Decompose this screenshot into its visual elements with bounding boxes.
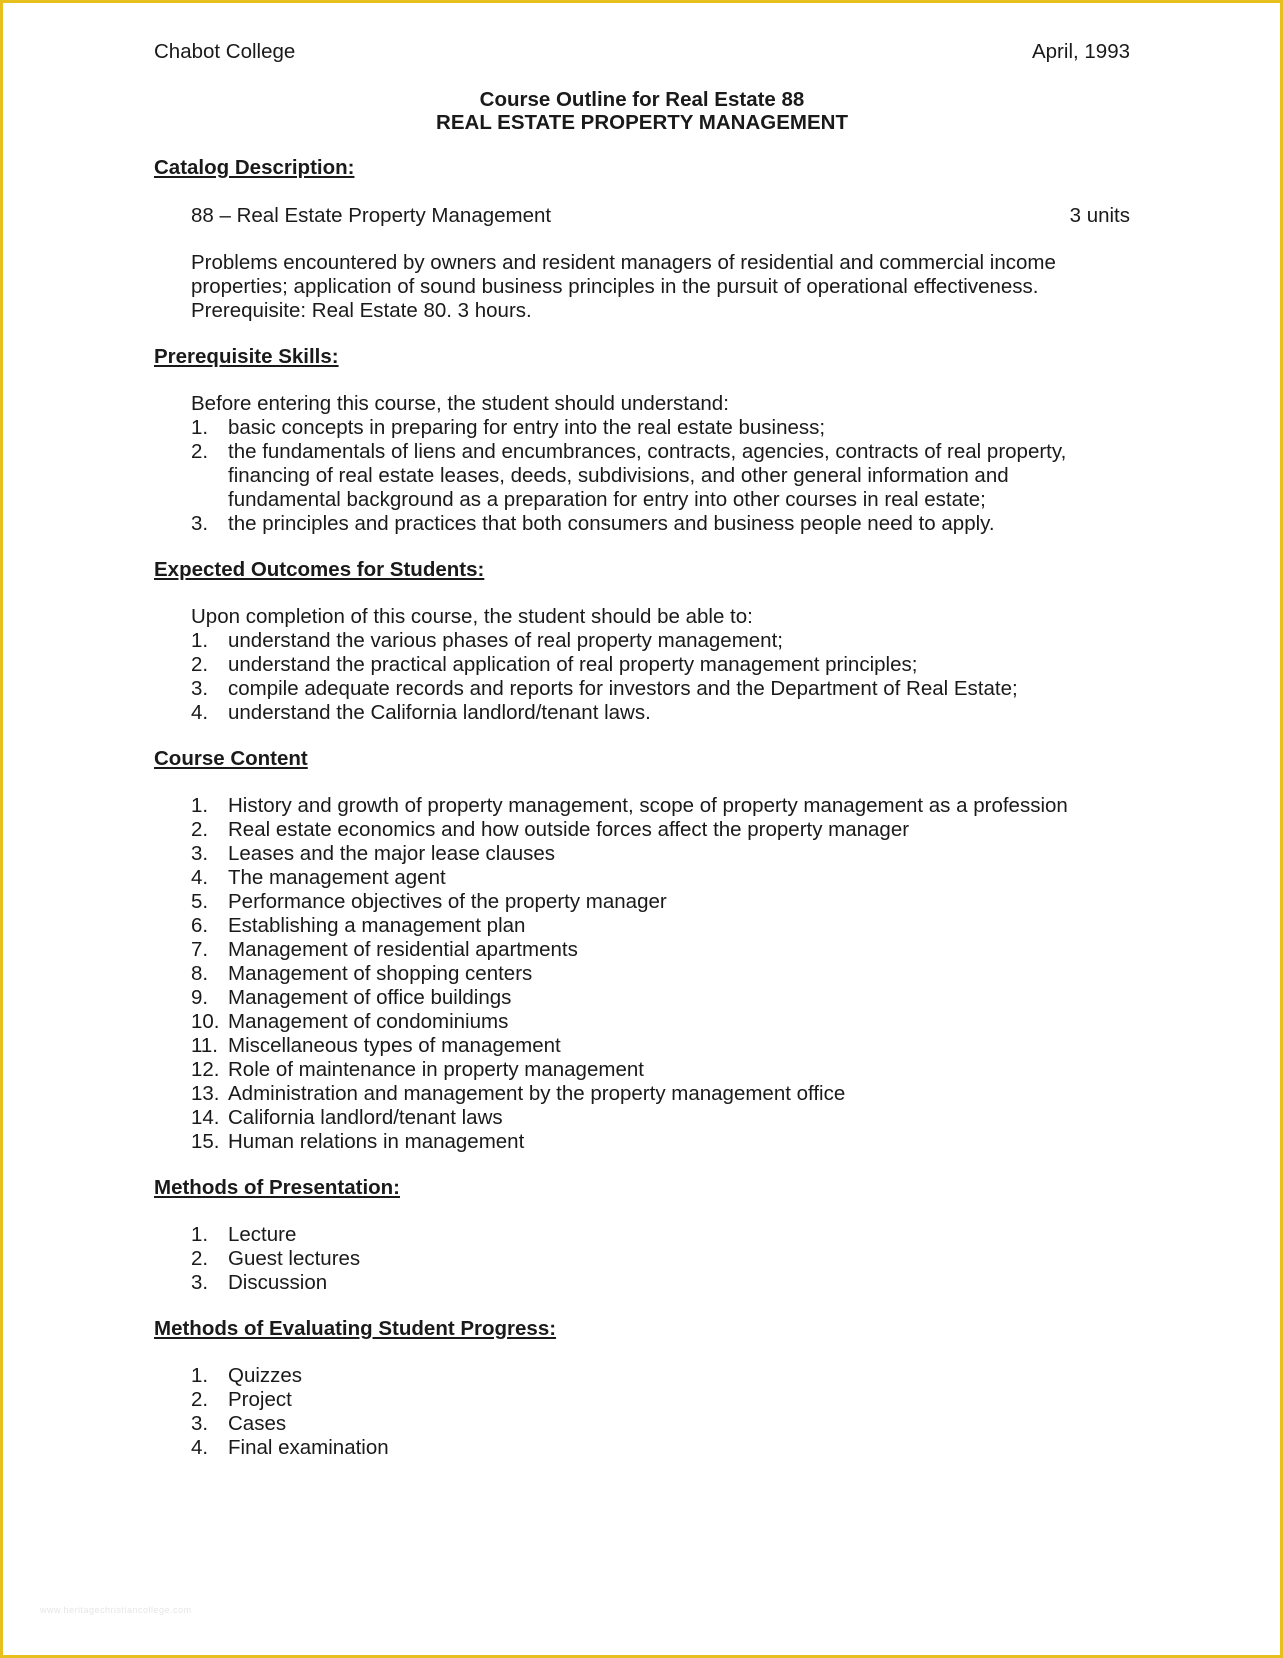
description-line: Problems encountered by owners and resident managers of residential and commercial income bbox=[191, 251, 1056, 274]
item-text: understand the California landlord/tenant laws. bbox=[228, 701, 651, 724]
item-number: 1. bbox=[191, 794, 209, 817]
list-item bbox=[191, 1388, 1130, 1412]
list-item bbox=[191, 629, 1130, 653]
item-number: 11. bbox=[191, 1034, 218, 1057]
prereq-body bbox=[191, 392, 1130, 536]
outcomes-intro: Upon completion of this course, the student should be able to: bbox=[191, 605, 753, 628]
document-page bbox=[154, 36, 1130, 1460]
list-item bbox=[191, 701, 1130, 725]
list-item bbox=[191, 1412, 1130, 1436]
item-text: Real estate economics and how outside forces affect the property manager bbox=[228, 818, 910, 841]
outcomes-body bbox=[191, 605, 1130, 725]
evaluation-body bbox=[191, 1364, 1130, 1460]
item-text: understand the various phases of real property management; bbox=[228, 629, 783, 652]
item-number: 1. bbox=[191, 1364, 209, 1387]
list-item bbox=[191, 842, 1130, 866]
item-number: 3. bbox=[191, 1271, 209, 1294]
title-line-2: REAL ESTATE PROPERTY MANAGEMENT bbox=[436, 111, 848, 134]
list-item bbox=[191, 938, 1130, 962]
document-title bbox=[154, 88, 1130, 134]
item-number: 12. bbox=[191, 1058, 220, 1081]
prereq-list bbox=[191, 416, 1130, 536]
item-text: Lecture bbox=[228, 1223, 297, 1246]
item-line: the principles and practices that both consumers and business people need to apply. bbox=[228, 512, 995, 535]
description-line: Prerequisite: Real Estate 80. 3 hours. bbox=[191, 299, 532, 322]
list-item bbox=[191, 1364, 1130, 1388]
item-number: 2. bbox=[191, 1247, 209, 1270]
list-item bbox=[191, 1058, 1130, 1082]
item-number: 14. bbox=[191, 1106, 220, 1129]
item-number: 1. bbox=[191, 629, 209, 652]
outcomes-section bbox=[154, 558, 1130, 725]
list-item bbox=[191, 1223, 1130, 1247]
catalog-description bbox=[191, 251, 1130, 323]
item-line: fundamental background as a preparation for entry into other courses in real estate; bbox=[228, 488, 986, 511]
item-number: 2. bbox=[191, 653, 209, 676]
item-text: Human relations in management bbox=[228, 1130, 525, 1153]
item-number: 1. bbox=[191, 1223, 209, 1246]
list-item bbox=[191, 1271, 1130, 1295]
item-number: 13. bbox=[191, 1082, 220, 1105]
list-item bbox=[191, 1034, 1130, 1058]
item-text bbox=[228, 416, 1130, 440]
item-line: basic concepts in preparing for entry into the real estate business; bbox=[228, 416, 826, 439]
item-number: 3. bbox=[191, 1412, 209, 1435]
list-item bbox=[191, 1130, 1130, 1154]
list-item bbox=[191, 512, 1130, 536]
list-item bbox=[191, 1082, 1130, 1106]
outcomes-list bbox=[191, 629, 1130, 725]
item-number: 6. bbox=[191, 914, 209, 937]
item-number: 4. bbox=[191, 701, 209, 724]
course-line bbox=[191, 204, 1130, 228]
item-text: Role of maintenance in property management bbox=[228, 1058, 644, 1081]
presentation-heading: Methods of Presentation: bbox=[154, 1176, 401, 1199]
item-line: financing of real estate leases, deeds, subdivisions, and other general information and bbox=[228, 464, 1009, 487]
prereq-intro: Before entering this course, the student should understand: bbox=[191, 392, 729, 415]
item-text: California landlord/tenant laws bbox=[228, 1106, 503, 1129]
list-item bbox=[191, 416, 1130, 440]
evaluation-list bbox=[191, 1364, 1130, 1460]
list-item bbox=[191, 890, 1130, 914]
list-item bbox=[191, 440, 1130, 512]
evaluation-heading: Methods of Evaluating Student Progress: bbox=[154, 1317, 557, 1340]
item-number: 15. bbox=[191, 1130, 220, 1153]
presentation-body bbox=[191, 1223, 1130, 1295]
item-text: Management of residential apartments bbox=[228, 938, 578, 961]
item-text: Establishing a management plan bbox=[228, 914, 526, 937]
list-item bbox=[191, 914, 1130, 938]
header-institution: Chabot College bbox=[154, 40, 296, 63]
catalog-heading: Catalog Description: bbox=[154, 156, 355, 179]
item-number: 3. bbox=[191, 677, 209, 700]
item-text bbox=[228, 512, 1130, 536]
item-number: 8. bbox=[191, 962, 209, 985]
item-number: 10. bbox=[191, 1010, 220, 1033]
item-text: Quizzes bbox=[228, 1364, 303, 1387]
item-text: Administration and management by the property management office bbox=[228, 1082, 846, 1105]
content-list bbox=[191, 794, 1130, 1154]
item-number: 3. bbox=[191, 842, 209, 865]
description-line: properties; application of sound business principles in the pursuit of operational effectiveness. bbox=[191, 275, 1039, 298]
item-text: Management of office buildings bbox=[228, 986, 512, 1009]
item-line: the fundamentals of liens and encumbrances, contracts, agencies, contracts of real property, bbox=[228, 440, 1067, 463]
item-text: Discussion bbox=[228, 1271, 328, 1294]
list-item bbox=[191, 818, 1130, 842]
outcomes-heading: Expected Outcomes for Students: bbox=[154, 558, 485, 581]
catalog-section bbox=[154, 156, 1130, 323]
list-item bbox=[191, 1436, 1130, 1460]
item-number: 9. bbox=[191, 986, 209, 1009]
item-text: History and growth of property management, scope of property management as a profession bbox=[228, 794, 1068, 817]
item-text: understand the practical application of real property management principles; bbox=[228, 653, 918, 676]
list-item bbox=[191, 794, 1130, 818]
item-text bbox=[228, 440, 1130, 512]
title-line-1: Course Outline for Real Estate 88 bbox=[479, 88, 805, 111]
list-item bbox=[191, 1106, 1130, 1130]
content-body bbox=[191, 794, 1130, 1154]
item-text: The management agent bbox=[228, 866, 446, 889]
item-number: 3. bbox=[191, 512, 209, 535]
list-item bbox=[191, 866, 1130, 890]
header-date: April, 1993 bbox=[1031, 40, 1130, 63]
item-text: Guest lectures bbox=[228, 1247, 361, 1270]
page-header bbox=[154, 40, 1130, 64]
content-section bbox=[154, 747, 1130, 1154]
item-number: 2. bbox=[191, 440, 209, 463]
item-text: Management of shopping centers bbox=[228, 962, 533, 985]
item-number: 5. bbox=[191, 890, 209, 913]
list-item bbox=[191, 962, 1130, 986]
item-text: Leases and the major lease clauses bbox=[228, 842, 556, 865]
presentation-list bbox=[191, 1223, 1130, 1295]
list-item bbox=[191, 1010, 1130, 1034]
item-number: 1. bbox=[191, 416, 209, 439]
item-text: Project bbox=[228, 1388, 292, 1411]
item-number: 4. bbox=[191, 1436, 209, 1459]
list-item bbox=[191, 1247, 1130, 1271]
list-item bbox=[191, 677, 1130, 701]
item-text: Final examination bbox=[228, 1436, 389, 1459]
content-heading: Course Content bbox=[154, 747, 308, 770]
list-item bbox=[191, 986, 1130, 1010]
item-number: 4. bbox=[191, 866, 209, 889]
course-units: 3 units bbox=[1069, 204, 1130, 227]
list-item bbox=[191, 653, 1130, 677]
prereq-heading: Prerequisite Skills: bbox=[154, 345, 339, 368]
presentation-section bbox=[154, 1176, 1130, 1295]
evaluation-section bbox=[154, 1317, 1130, 1460]
item-text: Miscellaneous types of management bbox=[228, 1034, 561, 1057]
course-name: 88 – Real Estate Property Management bbox=[191, 204, 552, 227]
item-number: 7. bbox=[191, 938, 209, 961]
item-text: Cases bbox=[228, 1412, 287, 1435]
item-number: 2. bbox=[191, 818, 209, 841]
item-text: compile adequate records and reports for investors and the Department of Real Estate; bbox=[228, 677, 1018, 700]
item-number: 2. bbox=[191, 1388, 209, 1411]
prereq-section bbox=[154, 345, 1130, 536]
watermark: www.heritagechristiancollege.com bbox=[40, 1605, 192, 1615]
item-text: Performance objectives of the property manager bbox=[228, 890, 667, 913]
item-text: Management of condominiums bbox=[228, 1010, 509, 1033]
